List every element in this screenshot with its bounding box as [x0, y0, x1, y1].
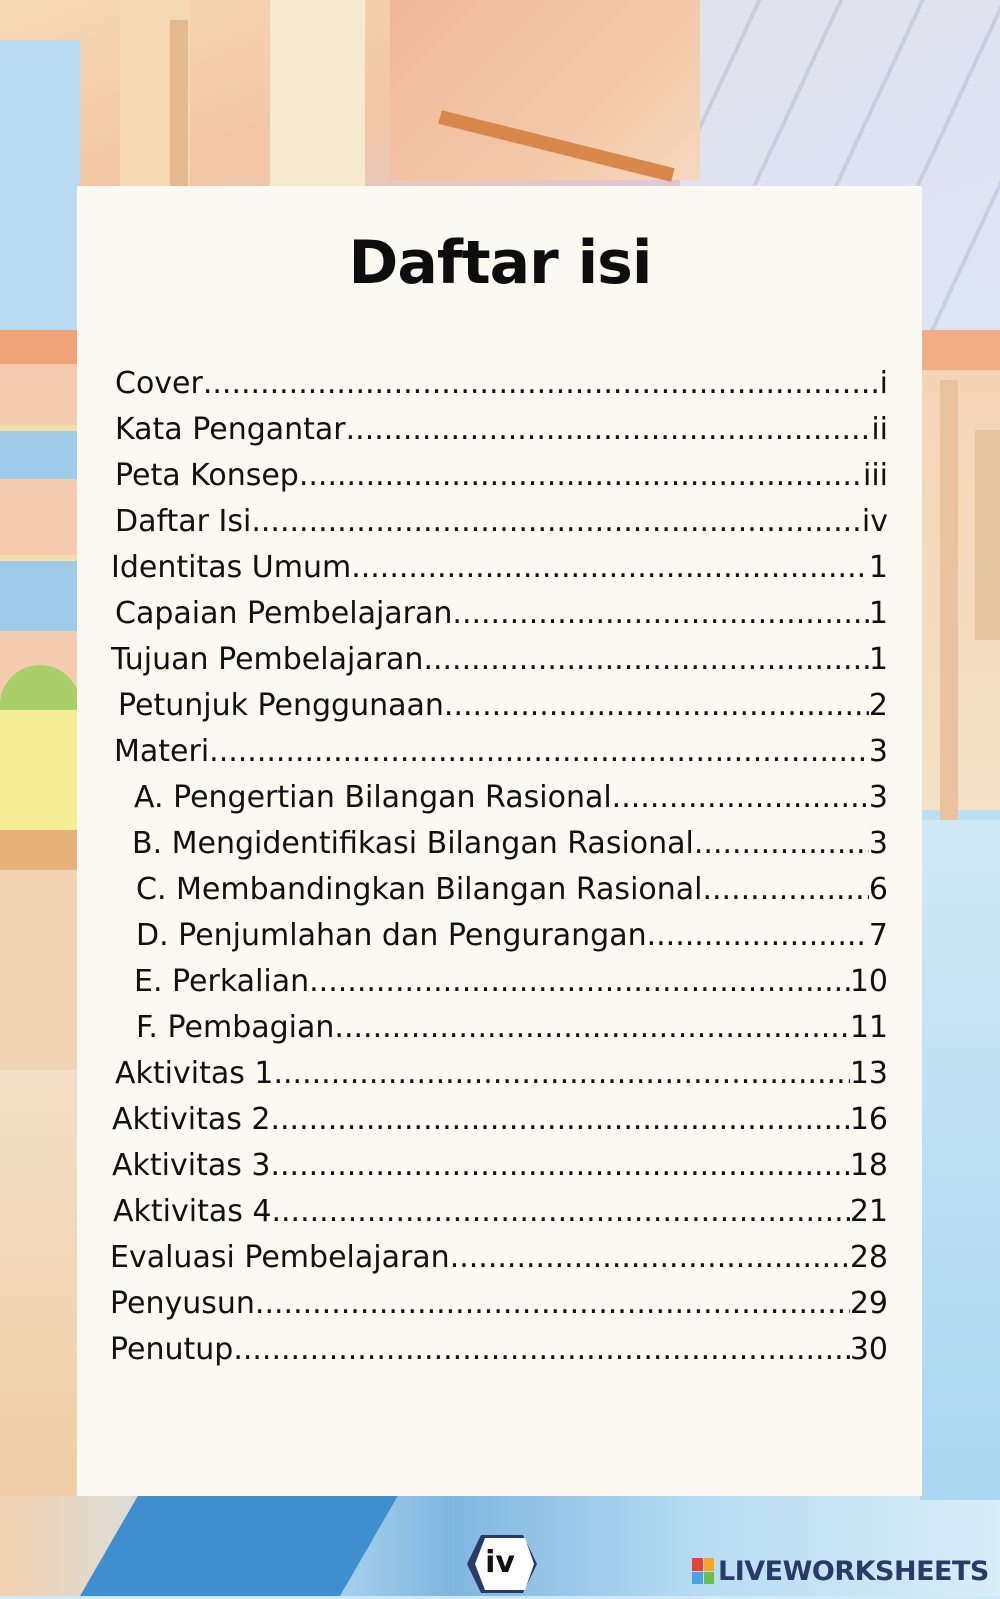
- toc-page: 16: [849, 1102, 888, 1137]
- toc-leader: [450, 1240, 850, 1275]
- toc-entry-daftar-isi: [115, 504, 888, 544]
- toc-entry-evaluasi-pembelajaran: [110, 1240, 888, 1280]
- toc-leader: [334, 1010, 849, 1045]
- toc-leader: [255, 1286, 850, 1321]
- toc-leader: [351, 550, 869, 585]
- toc-page: 1: [868, 596, 888, 631]
- toc-label: Evaluasi Pembelajaran: [110, 1240, 450, 1275]
- toc-page: 7: [868, 918, 888, 953]
- toc-label: F. Pembagian: [136, 1010, 335, 1045]
- toc-leader: [702, 872, 868, 907]
- page-title: Daftar isi: [348, 228, 652, 298]
- toc-entry-tujuan-pembelajaran: [111, 642, 888, 682]
- toc-leader: [423, 642, 868, 677]
- toc-label: Identitas Umum: [111, 550, 352, 585]
- toc-label: A. Pengertian Bilangan Rasional: [134, 780, 612, 815]
- toc-page: 1: [868, 642, 888, 677]
- toc-label: Aktivitas 2: [112, 1102, 271, 1137]
- toc-label: Materi: [114, 734, 210, 769]
- toc-page: 6: [868, 872, 888, 907]
- toc-label: D. Penjumlahan dan Pengurangan: [136, 918, 647, 953]
- toc-page: 30: [849, 1332, 888, 1367]
- toc-label: Aktivitas 3: [112, 1148, 271, 1183]
- toc-leader: [271, 1194, 849, 1229]
- toc-leader: [452, 596, 869, 631]
- toc-label: Aktivitas 1: [115, 1056, 274, 1091]
- toc-label: Penyusun: [110, 1286, 255, 1321]
- toc-page: iv: [861, 504, 888, 539]
- toc-leader: [647, 918, 869, 953]
- toc-page: 3: [868, 734, 888, 769]
- toc-entry-subsection-a: [134, 780, 888, 820]
- toc-entry-identitas-umum: [111, 550, 888, 590]
- toc-entry-aktivitas-4: [113, 1194, 888, 1234]
- toc-page: 3: [868, 780, 888, 815]
- toc-entry-peta-konsep: [115, 458, 888, 498]
- toc-entry-subsection-e: [134, 964, 888, 1004]
- toc-entry-subsection-f: [136, 1010, 888, 1050]
- toc-page: ii: [871, 412, 888, 447]
- toc-leader: [299, 458, 863, 493]
- toc-label: Kata Pengantar: [115, 412, 346, 447]
- toc-label: Aktivitas 4: [113, 1194, 272, 1229]
- toc-entry-materi: [114, 734, 888, 774]
- toc-page: 3: [868, 826, 888, 861]
- toc-label: B. Mengidentifikasi Bilangan Rasional: [132, 826, 694, 861]
- toc-label: Cover: [115, 366, 203, 401]
- toc-page: 10: [849, 964, 888, 999]
- toc-page: 29: [849, 1286, 888, 1321]
- toc-entry-penutup: [110, 1332, 888, 1372]
- toc-label: Penutup: [110, 1332, 234, 1367]
- toc-page: 1: [868, 550, 888, 585]
- toc-label: C. Membandingkan Bilangan Rasional: [136, 872, 703, 907]
- toc-leader: [251, 504, 862, 539]
- toc-entry-capaian-pembelajaran: [115, 596, 888, 636]
- toc-page: iii: [862, 458, 888, 493]
- toc-label: Tujuan Pembelajaran: [111, 642, 424, 677]
- toc-leader: [444, 688, 869, 723]
- toc-label: Petunjuk Penggunaan: [118, 688, 444, 723]
- toc-page: 11: [849, 1010, 888, 1045]
- toc-leader: [270, 1102, 849, 1137]
- toc-entry-kata-pengantar: [115, 412, 888, 452]
- toc-label: Capaian Pembelajaran: [115, 596, 453, 631]
- toc-entry-subsection-d: [136, 918, 888, 958]
- toc-leader: [273, 1056, 849, 1091]
- toc-page: 2: [868, 688, 888, 723]
- toc-leader: [309, 964, 850, 999]
- toc-label: Daftar Isi: [115, 504, 252, 539]
- toc-page: 21: [849, 1194, 888, 1229]
- toc-entry-subsection-b: [132, 826, 888, 866]
- liveworksheets-watermark: [692, 1553, 989, 1589]
- liveworksheets-logo-icon: [692, 1558, 714, 1584]
- toc-entry-aktivitas-3: [112, 1148, 888, 1188]
- toc-entry-aktivitas-1: [115, 1056, 888, 1096]
- toc-label: Peta Konsep: [115, 458, 299, 493]
- toc-leader: [346, 412, 872, 447]
- toc-entry-penyusun: [110, 1286, 888, 1326]
- toc-label: E. Perkalian: [134, 964, 310, 999]
- page-number: iv: [485, 1545, 515, 1580]
- toc-leader: [233, 1332, 849, 1367]
- toc-entry-petunjuk-penggunaan: [118, 688, 888, 728]
- toc-page: i: [879, 366, 888, 401]
- toc-entry-aktivitas-2: [112, 1102, 888, 1142]
- toc-entry-cover: [115, 366, 888, 406]
- toc-leader: [203, 366, 880, 401]
- page-number-badge: [463, 1533, 537, 1595]
- toc-page: 28: [849, 1240, 888, 1275]
- toc-leader: [270, 1148, 849, 1183]
- toc-leader: [694, 826, 869, 861]
- toc-entry-subsection-c: [136, 872, 888, 912]
- toc-leader: [209, 734, 869, 769]
- toc-leader: [612, 780, 869, 815]
- brand-name: LIVEWORKSHEETS: [718, 1555, 989, 1587]
- toc-page: 13: [849, 1056, 888, 1091]
- toc-page: 18: [849, 1148, 888, 1183]
